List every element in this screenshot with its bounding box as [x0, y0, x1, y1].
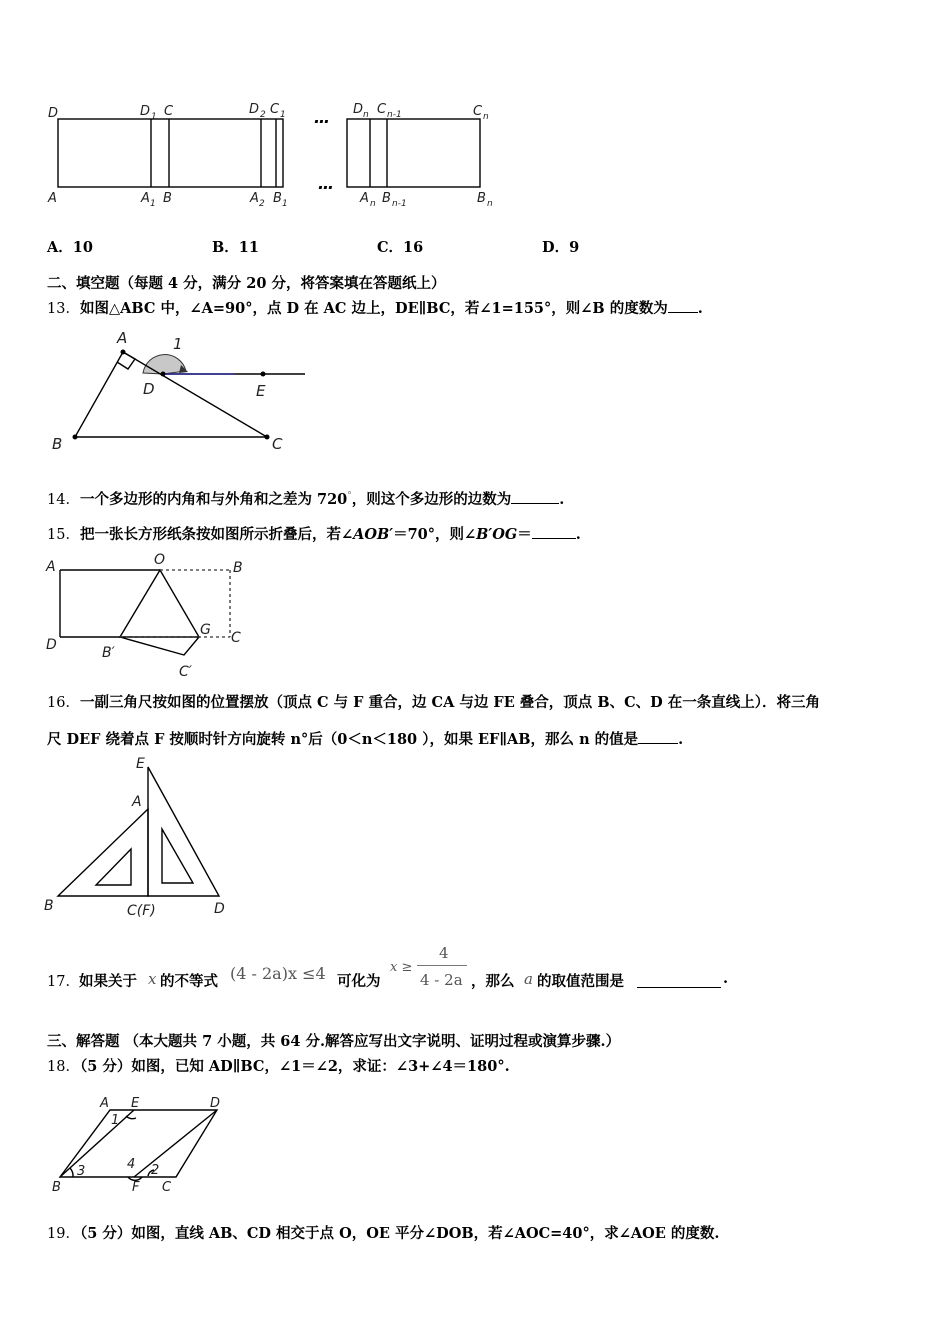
angle-2-label: 2	[151, 1163, 160, 1178]
question-19: 19．（5 分）如图，直线 AB、CD 相交于点 O，OE 平分∠DOB，若∠AOC=40°，求∠AOE 的度数.	[47, 1225, 720, 1242]
label-Bn-1-sub: n-1	[392, 199, 407, 209]
option-c[interactable]: C．16	[377, 239, 424, 256]
answer-blank-15[interactable]	[532, 537, 576, 539]
label-B1: B	[273, 191, 282, 206]
ellipsis-top: …	[314, 108, 330, 127]
set-squares-figure-16	[40, 753, 240, 923]
answer-blank-16[interactable]	[638, 742, 678, 744]
question-16-line-1: 16．一副三角尺按如图的位置摆放（顶点 C 与 F 重合，边 CA 与边 FE 叠合，顶点 B、C、D 在一条直线上）．将三角	[47, 694, 821, 711]
label-E: E	[131, 1096, 140, 1111]
label-C: C	[162, 1180, 172, 1195]
question-14: 14．一个多边形的内角和与外角和之差为 720°，则这个多边形的边数为 .	[47, 491, 565, 508]
option-a[interactable]: A．10	[47, 239, 93, 256]
label-F: F	[132, 1180, 140, 1195]
label-B: B	[233, 560, 243, 576]
label-Dn-sub: n	[363, 110, 369, 120]
angle-1-label: 1	[173, 335, 183, 353]
label-G: G	[200, 622, 211, 638]
label-O: O	[154, 552, 166, 568]
label-C-F: C(F)	[127, 903, 156, 919]
label-C: C	[231, 630, 241, 646]
label-B1-sub: 1	[282, 199, 288, 209]
label-D: D	[210, 1096, 221, 1111]
label-D: D	[48, 106, 59, 121]
label-Dn: D	[353, 102, 364, 117]
label-C: C	[164, 104, 174, 119]
label-B: B	[44, 898, 54, 914]
question-16-line-2: 尺 DEF 绕着点 F 按顺时针方向旋转 n°后（0＜n＜180 ），如果 EF∥AB，那么 n 的值是 .	[47, 731, 684, 748]
label-An-sub: n	[370, 199, 376, 209]
label-A: A	[48, 191, 57, 206]
answer-blank-13[interactable]	[668, 311, 698, 313]
label-Bn: B	[477, 191, 486, 206]
label-Bn-1: B	[382, 191, 391, 206]
label-D2-sub: 2	[260, 110, 266, 120]
label-A: A	[132, 794, 142, 810]
label-C1: C	[270, 102, 280, 117]
angle-3-label: 3	[77, 1164, 86, 1179]
label-A: A	[117, 329, 128, 347]
label-D1: D	[140, 104, 151, 119]
label-A2: A	[250, 191, 259, 206]
label-C-prime: C′	[179, 664, 192, 680]
label-B-prime: B′	[102, 645, 115, 661]
ellipsis-bottom: …	[318, 174, 334, 193]
folded-strip-figure-15	[40, 550, 260, 685]
question-18: 18．（5 分）如图，已知 AD∥BC，∠1＝∠2，求证：∠3+∠4＝180°.	[47, 1058, 510, 1075]
label-D: D	[46, 637, 57, 653]
label-C1-sub: 1	[280, 110, 286, 120]
label-D1-sub: 1	[151, 112, 157, 122]
label-Cn-1-sub: n-1	[387, 110, 402, 120]
label-D: D	[143, 380, 155, 398]
question-15: 15．把一张长方形纸条按如图所示折叠后，若∠AOB′＝70°，则∠B′OG＝ .	[47, 526, 581, 543]
question-13: 13．如图△ABC 中，∠A=90°，点 D 在 AC 边上，DE∥BC，若∠1=155°，则∠B 的度数为 .	[47, 300, 703, 317]
parallelogram-figure-18	[40, 1090, 240, 1200]
label-B: B	[52, 435, 63, 453]
section-2-title: 二、填空题（每题 4 分，满分 20 分，将答案填在答题纸上）	[47, 275, 446, 292]
triangle-figure-13	[45, 325, 315, 460]
label-B: B	[52, 1180, 61, 1195]
label-D2: D	[249, 102, 260, 117]
label-A: A	[46, 559, 56, 575]
answer-blank-17[interactable]	[637, 986, 721, 988]
label-A1-sub: 1	[150, 199, 156, 209]
label-A1: A	[141, 191, 150, 206]
label-C: C	[272, 435, 283, 453]
label-E: E	[256, 382, 266, 400]
label-A2-sub: 2	[259, 199, 265, 209]
section-3-title: 三、解答题 （本大题共 7 小题，共 64 分.解答应写出文字说明、证明过程或演算步骤.）	[47, 1033, 621, 1050]
label-Bn-sub: n	[487, 199, 493, 209]
rectangles-figure	[40, 95, 510, 215]
label-B: B	[163, 191, 172, 206]
label-Cn: C	[473, 104, 483, 119]
option-d[interactable]: D．9	[542, 239, 580, 256]
option-b[interactable]: B．11	[212, 239, 259, 256]
question-17: 17． 如果关于 x 的不等式 (4 - 2a)x ≤4 可化为 x ≥ 4 4 - 2a ，那么 a 的取值范围是 .	[47, 944, 729, 990]
label-D: D	[214, 901, 225, 917]
label-E: E	[136, 756, 145, 772]
label-A: A	[100, 1096, 109, 1111]
answer-blank-14[interactable]	[511, 502, 559, 504]
angle-4-label: 4	[127, 1157, 136, 1172]
label-Cn-sub: n	[483, 112, 489, 122]
angle-1-label: 1	[111, 1113, 120, 1128]
label-An: A	[360, 191, 369, 206]
label-Cn-1: C	[377, 102, 387, 117]
